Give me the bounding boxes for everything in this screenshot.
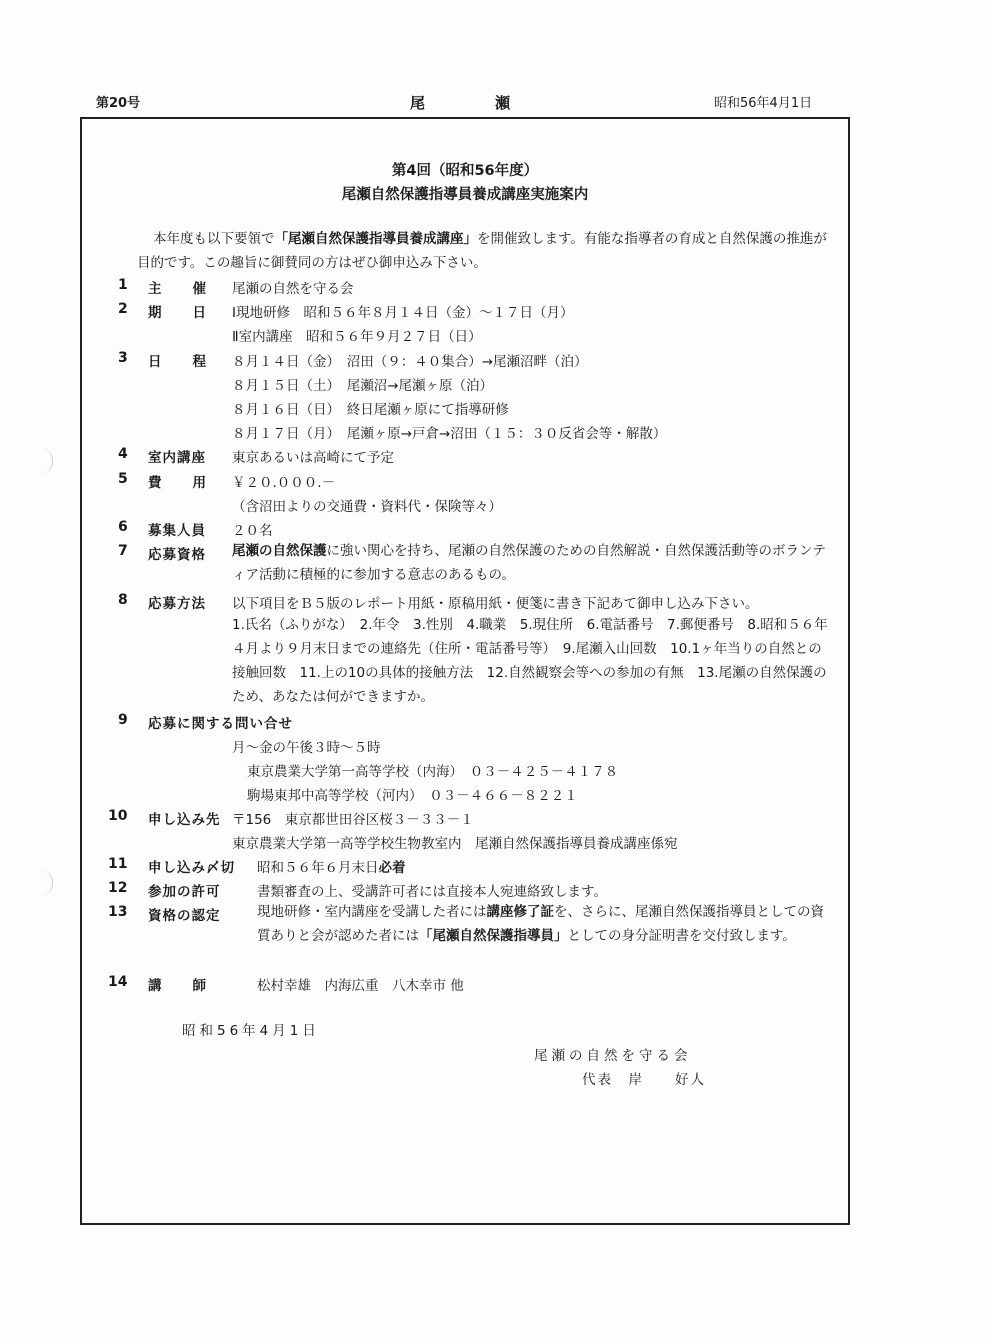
item-number: 3 [118, 350, 128, 366]
application-addressee: 東京農業大学第一高等学校生物教室内 尾瀬自然保護指導員養成講座係宛 [232, 836, 678, 852]
item-value: 東京あるいは高崎にて予定 [232, 450, 394, 466]
item-number: 4 [118, 446, 128, 462]
item-number: 12 [108, 880, 128, 896]
footer-representative: 代表 岸 好人 [582, 1072, 706, 1088]
notice-frame [80, 117, 850, 1225]
item-number: 10 [108, 808, 128, 824]
fee-note: （含沼田よりの交通費・資料代・保険等々） [232, 499, 502, 515]
item-value: 書類審査の上、受講許可者には直接本人宛連絡致します。 [257, 884, 607, 900]
item-number: 7 [118, 543, 128, 559]
item-label: 資格の認定 [148, 908, 221, 924]
item-value: Ⅱ室内講座 昭和５６年９月２７日（日） [232, 329, 482, 345]
inquiry-contact: 駒場東邦中高等学校（河内） ０３－４６６－８２２１ [247, 788, 578, 804]
item-number: 6 [118, 519, 128, 535]
item-value: ２０名 [232, 523, 273, 539]
inquiry-hours: 月～金の午後３時～５時 [232, 740, 381, 756]
footer-organization: 尾瀬の自然を守る会 [534, 1048, 692, 1064]
certification-text: 現地研修・室内講座を受講した者には講座修了証を、さらに、尾瀬自然保護指導員としての資質ありと会が認めた者には「尾瀬自然保護指導員」としての身分証明書を交付致します。 [257, 904, 824, 944]
intro-text: 本年度も以下要領で [153, 231, 275, 247]
item-value: 以下項目をＢ５版のレポート用紙・原稿用紙・便箋に書き下記あて御申し込み下さい。 [232, 596, 759, 612]
footer-date: 昭和56年4月1日 [182, 1023, 320, 1039]
application-address: 〒156 東京都世田谷区桜３－３３－１ [232, 812, 474, 828]
item-label: 応募資格 [148, 547, 206, 563]
schedule-line: ８月１５日（土） 尾瀬沼→尾瀬ヶ原（泊） [232, 378, 494, 394]
item-label: 応募方法 [148, 596, 206, 612]
item-label: 参加の許可 [148, 884, 221, 900]
item-label: 応募に関する問い合せ [148, 716, 293, 732]
schedule-line: ８月１４日（金） 沼田（９：４０集合）→尾瀬沼畔（泊） [232, 354, 588, 370]
inquiry-contact: 東京農業大学第一高等学校（内海） ０３－４２５－４１７８ [247, 764, 619, 780]
item-number: 13 [108, 904, 128, 920]
intro-paragraph [137, 227, 827, 275]
item-label: 日 程 [148, 354, 206, 370]
item-number: 9 [118, 712, 128, 728]
notice-title-line1: 第4回（昭和56年度） [391, 163, 539, 179]
item-number: 8 [118, 592, 128, 608]
item-label: 費 用 [148, 475, 206, 491]
schedule-line: ８月１６日（日） 終日尾瀬ヶ原にて指導研修 [232, 402, 509, 418]
issue-number: 第20号 [96, 96, 141, 111]
item-label: 申し込み〆切 [148, 860, 235, 876]
item-label: 申し込み先 [148, 812, 221, 828]
item-label: 講 師 [148, 978, 206, 994]
application-item-list: 1.氏名（ふりがな） 2.年令 3.性別 4.職業 5.現住所 6.電話番号 7.郵便番号 8.昭和５６年４月より９月末日までの連絡先（住所・電話番号等） 9.尾瀬入山回数 10.1ヶ年当りの自然との接触回数 11.上の10の具体的接触方法 12.自然観察会等への参加の有無 13.尾瀬の自然保護のため、あなたは何ができますか。 [232, 617, 828, 705]
item-label: 募集人員 [148, 523, 206, 539]
item-value: 尾瀬の自然保護に強い関心を持ち、尾瀬の自然保護のための自然解説・自然保護活動等のボランティア活動に積極的に参加する意志のあるもの。 [232, 543, 826, 583]
issue-date: 昭和56年4月1日 [714, 96, 813, 111]
item-label: 主 催 [148, 281, 206, 297]
intro-text-rest: を開催致します。有能な指導者の育成と自然保護の推進が目的です。この趣旨に御賛同の方はぜひ御申込み下さい。 [137, 231, 827, 271]
item-number: 14 [108, 974, 128, 990]
punch-hole [30, 870, 53, 896]
item-value: Ⅰ現地研修 昭和５６年８月１４日（金）～１７日（月） [232, 305, 574, 321]
notice-title-line2: 尾瀬自然保護指導員養成講座実施案内 [341, 187, 589, 203]
item-label: 室内講座 [148, 450, 206, 466]
item-number: 2 [118, 301, 128, 317]
item-number: 11 [108, 856, 128, 872]
intro-bold: 「尾瀬自然保護指導員養成講座」 [274, 231, 477, 247]
newsletter-title: 尾瀬 [410, 94, 581, 112]
item-number: 1 [118, 277, 128, 293]
fee-amount: ￥２０.０００.－ [232, 475, 336, 491]
punch-hole [30, 448, 53, 474]
instructors: 松村幸雄 内海広重 八木幸市 他 [257, 978, 464, 994]
item-value: 尾瀬の自然を守る会 [232, 281, 354, 297]
item-number: 5 [118, 471, 128, 487]
schedule-line: ８月１７日（月） 尾瀬ヶ原→戸倉→沼田（１５：３０反省会等・解散） [232, 426, 667, 442]
item-label: 期 日 [148, 305, 206, 321]
deadline: 昭和５６年６月末日必着 [257, 860, 406, 876]
